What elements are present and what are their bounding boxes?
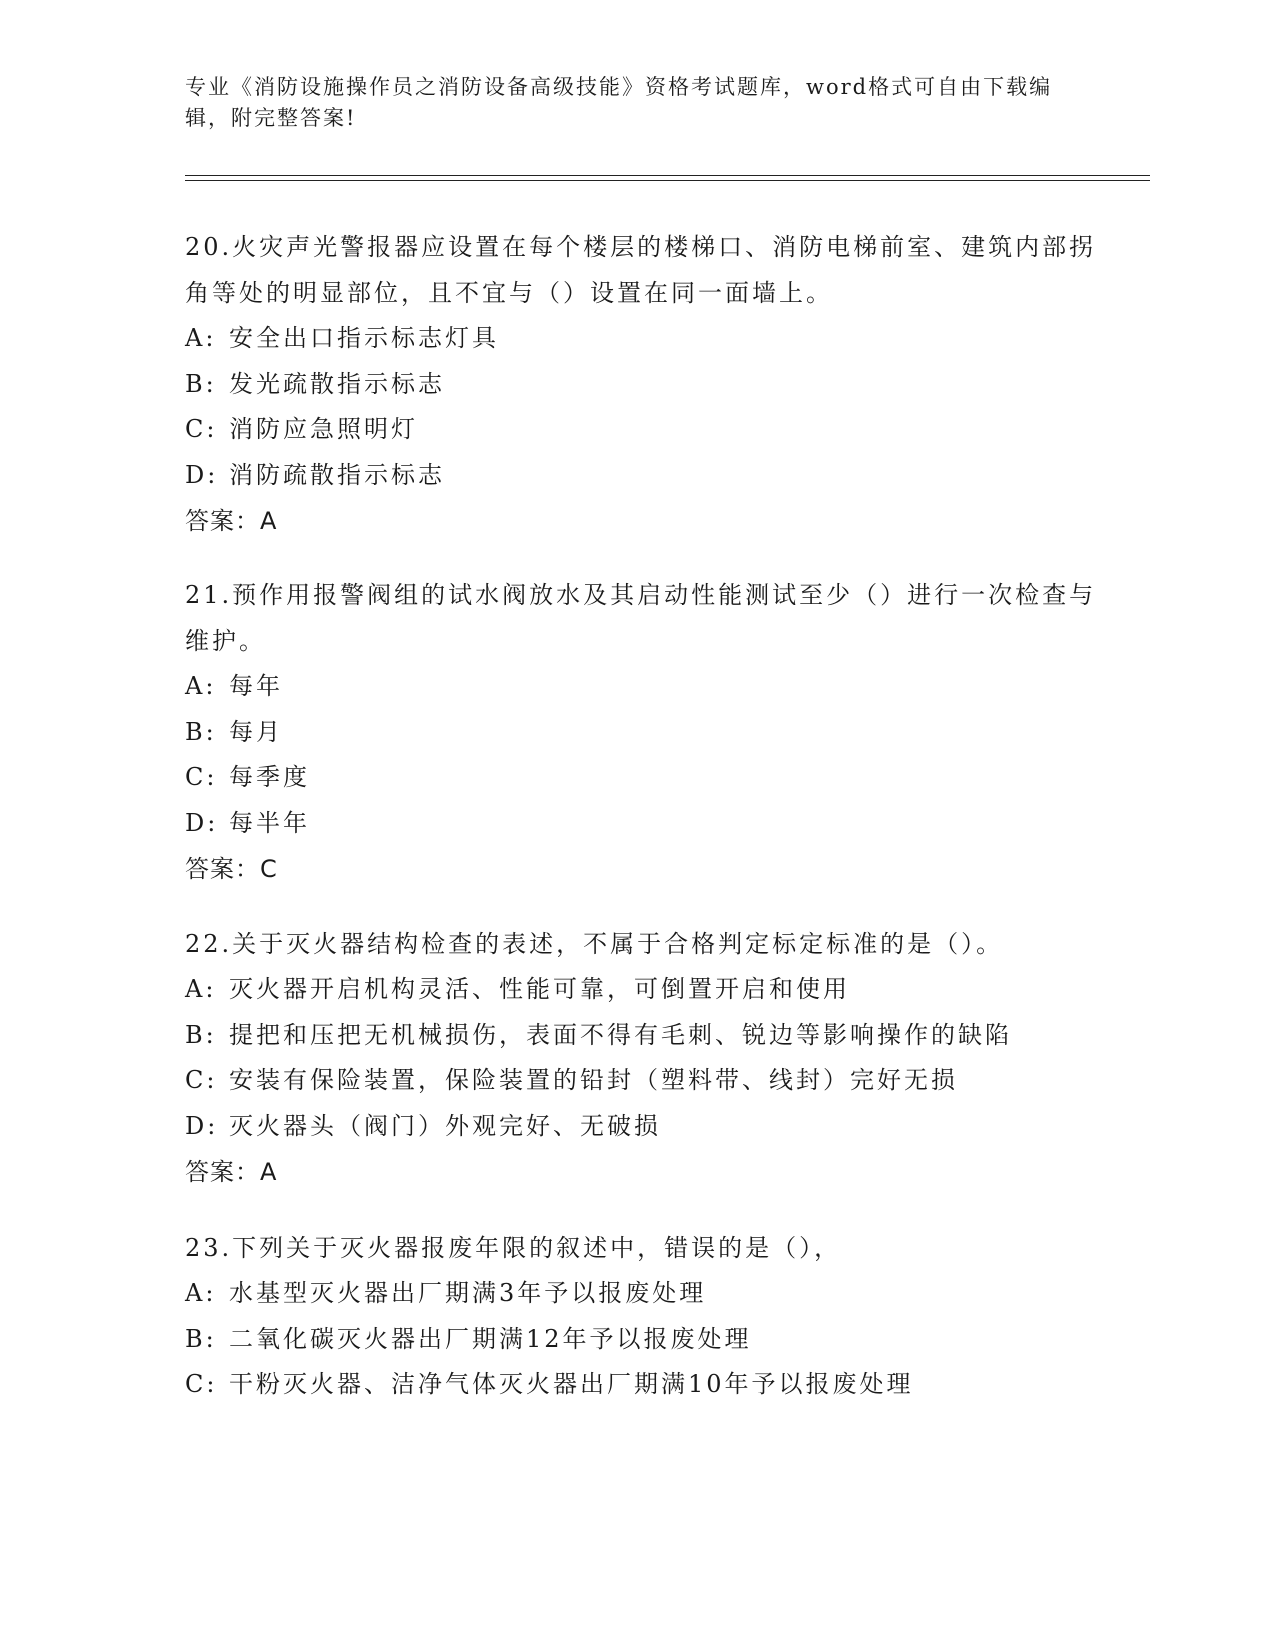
option-text: 二氧化碳灭火器出厂期满12年予以报废处理: [229, 1324, 752, 1353]
option-letter: B:: [185, 369, 217, 398]
option-a: [185, 316, 1105, 362]
option-text: 灭火器头（阀门）外观完好、无破损: [229, 1111, 661, 1140]
option-text: 灭火器开启机构灵活、性能可靠，可倒置开启和使用: [229, 975, 850, 1003]
question-21: [185, 572, 1105, 892]
option-text: 每月: [229, 717, 283, 746]
option-letter: D:: [185, 1111, 219, 1140]
question-20: [185, 224, 1105, 544]
question-23: [185, 1225, 1105, 1408]
option-a: [185, 1271, 1105, 1317]
option-text: 每年: [229, 672, 283, 700]
option-a: [185, 967, 1105, 1013]
option-letter: B:: [185, 1324, 217, 1353]
option-c: [185, 1362, 1105, 1408]
option-b: [185, 1317, 1105, 1363]
question-stem: 23.下列关于灭火器报废年限的叙述中，错误的是（），: [185, 1234, 842, 1262]
option-c: [185, 407, 1105, 453]
option-text: 消防应急照明灯: [229, 415, 418, 443]
option-letter: B:: [185, 717, 217, 746]
option-d: [185, 801, 1105, 847]
option-text: 安装有保险装置，保险装置的铅封（塑料带、线封）完好无损: [229, 1066, 958, 1094]
option-letter: C:: [185, 763, 218, 791]
option-c: [185, 755, 1105, 801]
question-stem: 20.火灾声光警报器应设置在每个楼层的楼梯口、消防电梯前室、建筑内部拐角等处的明显部位，且不宜与（）设置在同一面墙上。: [185, 233, 1097, 307]
option-letter: D:: [185, 808, 219, 837]
option-d: [185, 1104, 1105, 1150]
option-text: 提把和压把无机械损伤，表面不得有毛刺、锐边等影响操作的缺陷: [229, 1020, 1012, 1049]
option-b: [185, 710, 1105, 756]
question-stem: 22.关于灭火器结构检查的表述，不属于合格判定标定标准的是（）。: [185, 930, 1004, 958]
option-letter: A:: [185, 1279, 217, 1307]
option-letter: C:: [185, 415, 218, 443]
question-stem: 21.预作用报警阀组的试水阀放水及其启动性能测试至少（）进行一次检查与维护。: [185, 581, 1097, 655]
option-c: [185, 1058, 1105, 1104]
option-letter: D:: [185, 460, 219, 489]
option-a: [185, 664, 1105, 710]
answer: 答案：C: [185, 855, 278, 883]
question-22: [185, 921, 1105, 1195]
answer: 答案：A: [185, 1158, 278, 1186]
option-text: 每半年: [229, 808, 310, 837]
option-d: [185, 453, 1105, 499]
header-divider: [185, 175, 1150, 181]
option-text: 每季度: [229, 763, 310, 791]
option-text: 水基型灭火器出厂期满3年予以报废处理: [229, 1279, 707, 1307]
option-text: 干粉灭火器、洁净气体灭火器出厂期满10年予以报废处理: [229, 1370, 914, 1398]
option-letter: A:: [185, 975, 217, 1003]
option-text: 安全出口指示标志灯具: [229, 324, 499, 352]
option-letter: A:: [185, 324, 217, 352]
option-letter: A:: [185, 672, 217, 700]
option-b: [185, 1013, 1105, 1059]
option-letter: B:: [185, 1020, 217, 1049]
option-b: [185, 362, 1105, 408]
option-letter: C:: [185, 1066, 218, 1094]
option-letter: C:: [185, 1370, 218, 1398]
answer: 答案：A: [185, 507, 278, 535]
document-header: 专业《消防设施操作员之消防设备高级技能》资格考试题库，word格式可自由下载编辑，附完整答案!: [185, 75, 1053, 130]
option-text: 发光疏散指示标志: [229, 369, 445, 398]
option-text: 消防疏散指示标志: [229, 460, 445, 489]
